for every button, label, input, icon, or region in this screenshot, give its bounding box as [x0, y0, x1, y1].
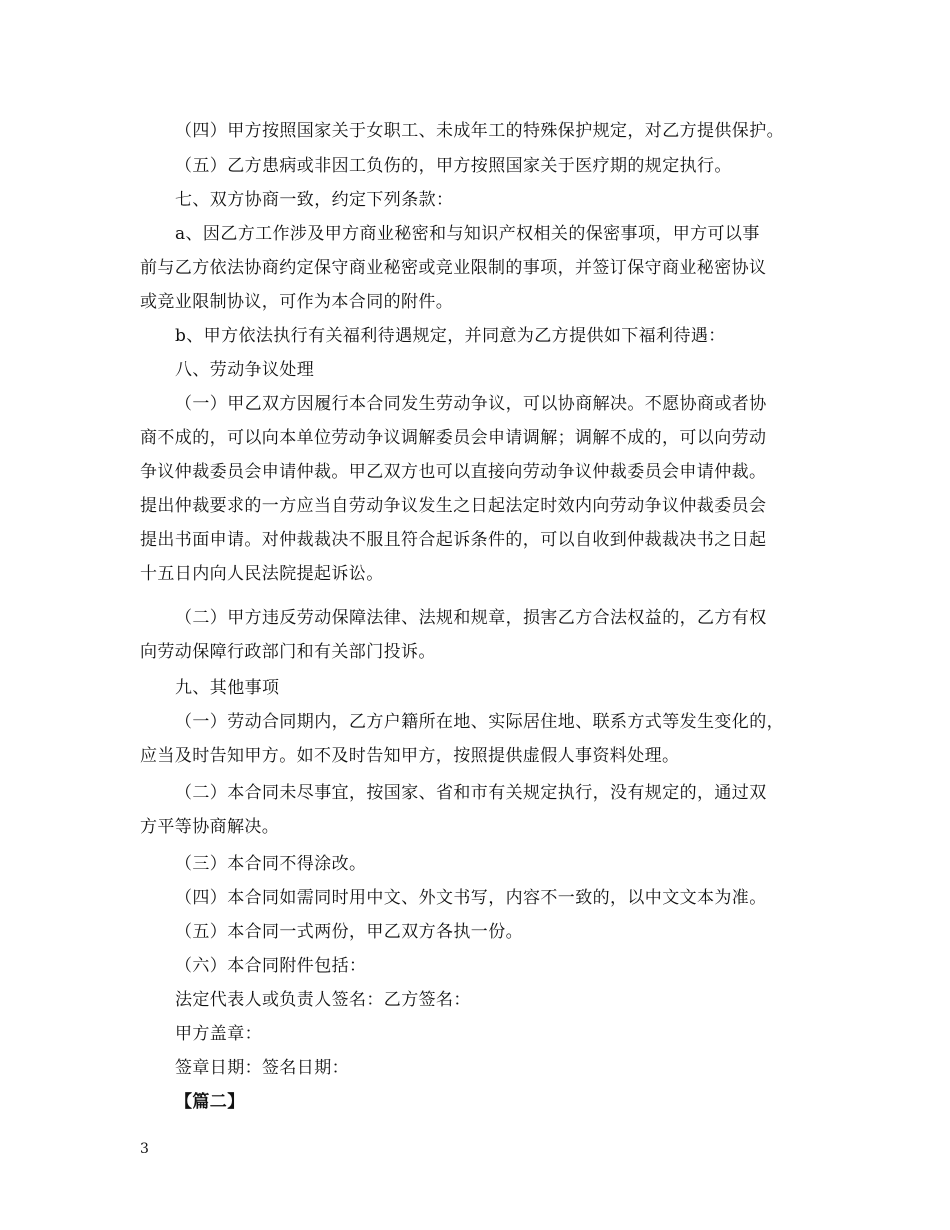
text-line: 提出仲裁要求的一方应当自劳动争议发生之日起法定时效内向劳动争议仲裁委员会 [140, 496, 767, 516]
text-line: （三）本合同不得涂改。 [175, 854, 367, 874]
text-line: 或竞业限制协议，可作为本合同的附件。 [140, 292, 454, 312]
text-line: 提出书面申请。对仲裁裁决不服且符合起诉条件的，可以自收到仲裁裁决书之日起 [140, 530, 767, 550]
text-line: 方平等协商解决。 [140, 817, 280, 837]
text-line: （一）甲乙双方因履行本合同发生劳动争议，可以协商解决。不愿协商或者协 [175, 394, 767, 414]
text-line: （四）本合同如需同时用中文、外文书写，内容不一致的，以中文文本为准。 [175, 888, 767, 908]
text-line: （二）甲方违反劳动保障法律、法规和规章，损害乙方合法权益的，乙方有权 [175, 608, 767, 628]
section-marker: 【篇二】 [175, 1092, 245, 1112]
section-heading: 七、双方协商一致，约定下列条款： [175, 190, 454, 210]
page-number: 3 [140, 1141, 149, 1157]
text-line: 十五日内向人民法院提起诉讼。 [140, 564, 384, 584]
text-line: 争议仲裁委员会申请仲裁。甲乙双方也可以直接向劳动争议仲裁委员会申请仲裁。 [140, 462, 767, 482]
text-line: （五）本合同一式两份，甲乙双方各执一份。 [175, 922, 523, 942]
signature-line: 法定代表人或负责人签名：乙方签名： [175, 990, 471, 1010]
text-line: （一）劳动合同期内，乙方户籍所在地、实际居住地、联系方式等发生变化的， [175, 712, 784, 732]
text-line: （二）本合同未尽事宜，按国家、省和市有关规定执行，没有规定的，通过双 [175, 783, 767, 803]
seal-line: 甲方盖章： [175, 1024, 262, 1044]
text-line: 向劳动保障行政部门和有关部门投诉。 [140, 642, 436, 662]
text-line: 商不成的，可以向本单位劳动争议调解委员会申请调解；调解不成的，可以向劳动 [140, 428, 767, 448]
section-heading: 九、其他事项 [175, 678, 280, 698]
text-line: 应当及时告知甲方。如不及时告知甲方，按照提供虚假人事资料处理。 [140, 746, 680, 766]
text-line: a、因乙方工作涉及甲方商业秘密和与知识产权相关的保密事项，甲方可以事 [175, 224, 760, 244]
text-line: （四）甲方按照国家关于女职工、未成年工的特殊保护规定，对乙方提供保护。 [175, 121, 784, 141]
text-line: b、甲方依法执行有关福利待遇规定，并同意为乙方提供如下福利待遇： [175, 326, 726, 346]
text-line: （六）本合同附件包括： [175, 956, 367, 976]
section-heading: 八、劳动争议处理 [175, 360, 315, 380]
date-line: 签章日期：签名日期： [175, 1058, 349, 1078]
text-line: 前与乙方依法协商约定保守商业秘密或竞业限制的事项，并签订保守商业秘密协议 [140, 258, 767, 278]
text-line: （五）乙方患病或非因工负伤的，甲方按照国家关于医疗期的规定执行。 [175, 156, 732, 176]
